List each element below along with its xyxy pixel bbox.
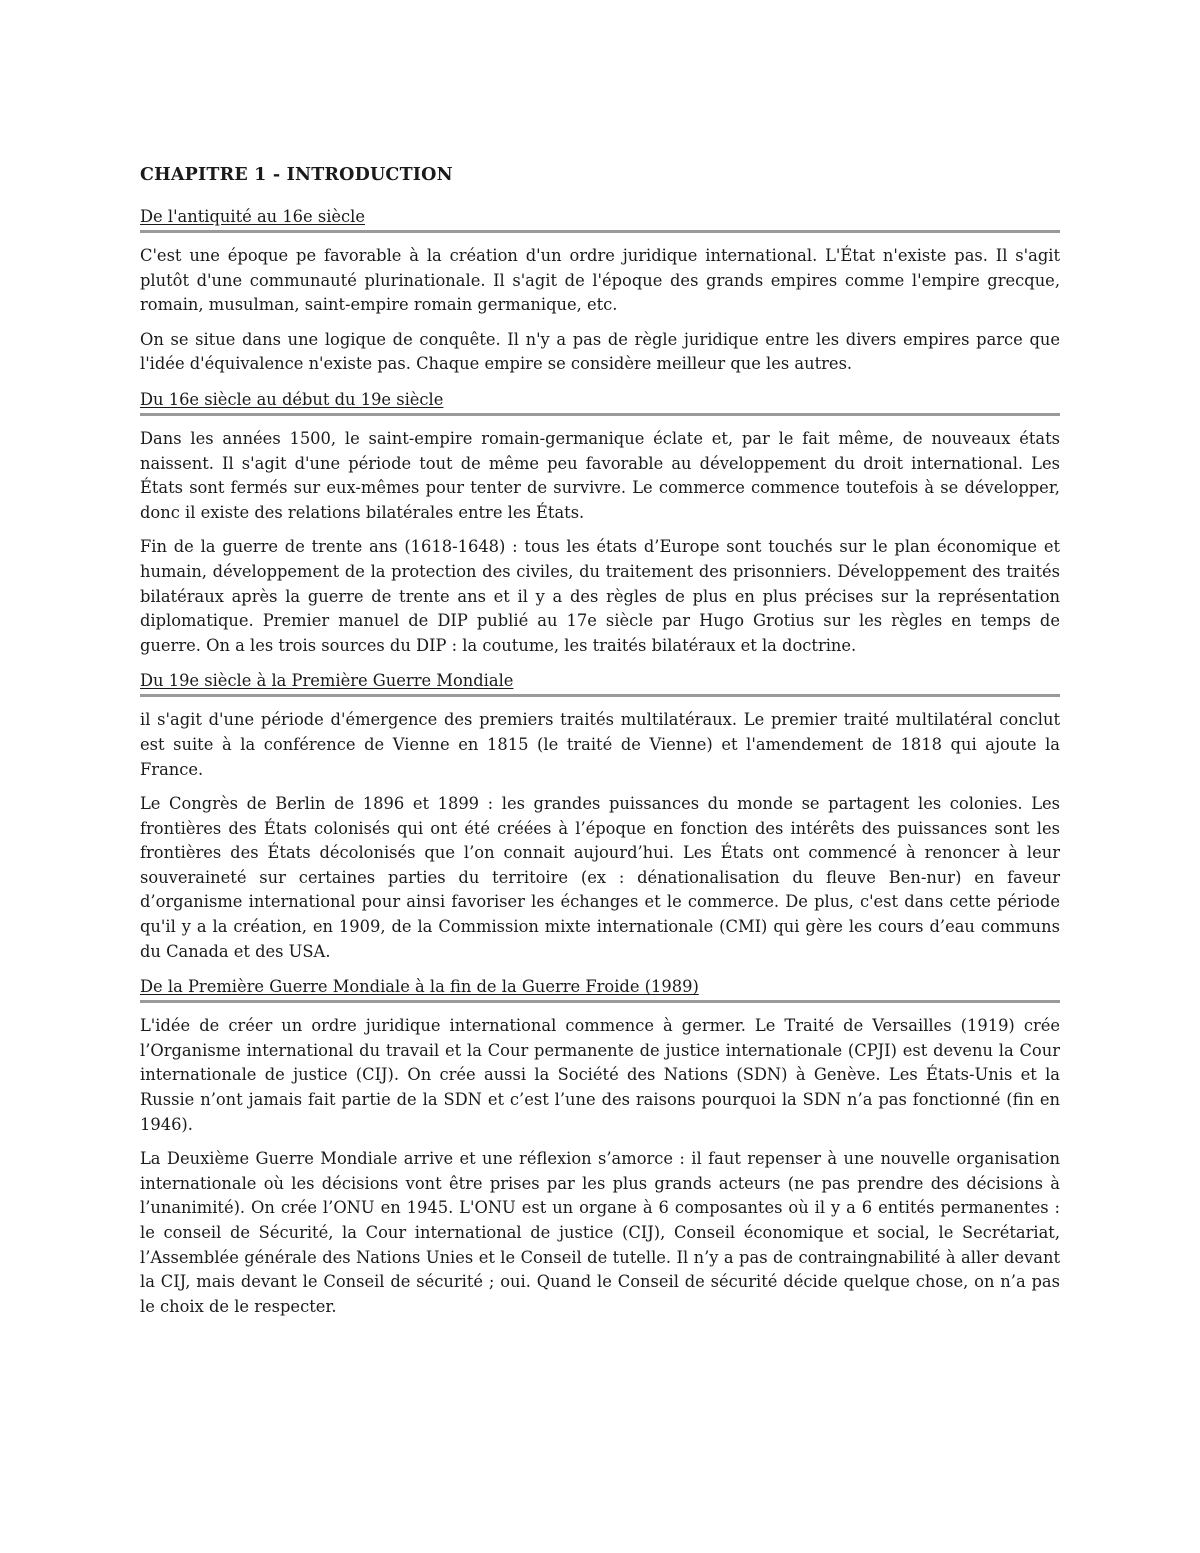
section-heading: Du 16e siècle au début du 19e siècle <box>140 388 1060 416</box>
paragraph: il s'agit d'une période d'émergence des premiers traités multilatéraux. Le premier traité multilatéral conclut est suite à la conférence de Vienne en 1815 (le traité de Vienne) et l'amendement de 1818 qui ajoute la France. <box>140 710 1060 779</box>
paragraph: Fin de la guerre de trente ans (1618-1648) : tous les états d’Europe sont touchés sur le plan économique et humain, développement de la protection des civiles, du traitement des prisonniers. Développement des traités bilatéraux après la guerre de trente ans et il y a des règles de plus en plus précises sur la représentation diplomatique. Premier manuel de DIP publié au 17e siècle par Hugo Grotius sur les règles en temps de guerre. On a les trois sources du DIP : la coutume, les traités bilatéraux et la doctrine. <box>140 537 1060 655</box>
document-page <box>140 162 1060 1330</box>
section-16th-century <box>140 388 1060 658</box>
paragraph: L'idée de créer un ordre juridique international commence à germer. Le Traité de Versailles (1919) crée l’Organisme international du travail et la Cour permanente de justice internationale (CPJI) est devenu la Cour internationale de justice (CIJ). On crée aussi la Société des Nations (SDN) à Genève. Les États-Unis et la Russie n’ont jamais fait partie de la SDN et c’est l’une des raisons pourquoi la SDN n’a pas fonctionné (fin en 1946). <box>140 1016 1060 1134</box>
section-heading: De la Première Guerre Mondiale à la fin de la Guerre Froide (1989) <box>140 975 1060 1003</box>
paragraph: C'est une époque pe favorable à la création d'un ordre juridique international. L'État n'existe pas. Il s'agit plutôt d'une communauté plurinationale. Il s'agit de l'époque des grands empires comme l'empire grecque, romain, musulman, saint-empire romain germanique, etc. <box>140 246 1060 315</box>
paragraph: Dans les années 1500, le saint-empire romain-germanique éclate et, par le fait même, de nouveaux états naissent. Il s'agit d'une période tout de même peu favorable au développement du droit international. Les États sont fermés sur eux-mêmes pour tenter de survivre. Le commerce commence toutefois à se développer, donc il existe des relations bilatérales entre les États. <box>140 428 1060 522</box>
paragraph: Le Congrès de Berlin de 1896 et 1899 : les grandes puissances du monde se partagent les colonies. Les frontières des États colonisés qui ont été créées à l’époque en fonction des intérêts des puissances sont les frontières des États décolonisés que l’on connait aujourd’hui. Les États ont commencé à renoncer à leur souveraineté sur certaines parties du territoire (ex : dénationalisation du fleuve Ben-nur) en faveur d’organisme international pour ainsi favoriser les échanges et le commerce. De plus, c'est dans cette période qu'il y a la création, en 1909, de la Commission mixte internationale (CMI) qui gère les cours d’eau communs du Canada et des USA. <box>140 794 1060 961</box>
paragraph: La Deuxième Guerre Mondiale arrive et une réflexion s’amorce : il faut repenser à une nouvelle organisation internationale où les décisions vont être prises par les plus grands acteurs (ne pas prendre des décisions à l’unanimité). On crée l’ONU en 1945. L'ONU est un organe à 6 composantes où il y a 6 entités permanentes : le conseil de Sécurité, la Cour international de justice (CIJ), Conseil économique et social, le Secrétariat, l’Assemblée générale des Nations Unies et le Conseil de tutelle. Il n’y a pas de contraingnabilité à aller devant la CIJ, mais devant le Conseil de sécurité ; oui. Quand le Conseil de sécurité décide quelque chose, on n’a pas le choix de le respecter. <box>140 1149 1060 1316</box>
section-antiquity <box>140 205 1060 377</box>
section-world-war-to-cold-war <box>140 975 1060 1319</box>
section-heading: Du 19e siècle à la Première Guerre Mondiale <box>140 669 1060 697</box>
section-heading: De l'antiquité au 16e siècle <box>140 205 1060 233</box>
section-19th-century <box>140 669 1060 964</box>
paragraph: On se situe dans une logique de conquête. Il n'y a pas de règle juridique entre les divers empires parce que l'idée d'équivalence n'existe pas. Chaque empire se considère meilleur que les autres. <box>140 329 1060 374</box>
chapter-title: CHAPITRE 1 - INTRODUCTION <box>140 165 453 185</box>
